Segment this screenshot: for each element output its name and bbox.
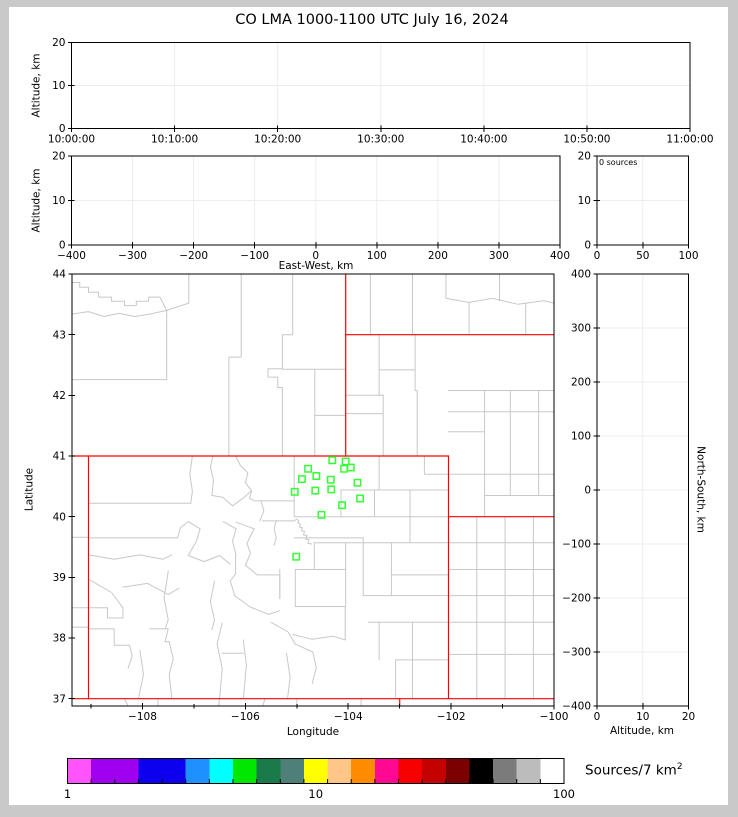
county-border-line [263,699,265,706]
tick-label: 10:20:00 [254,133,302,146]
colorbar-segment [493,759,517,784]
tick-label: 10 [636,711,650,723]
colorbar-segment [91,759,115,784]
tick-label: 300 [570,322,591,335]
county-border-line [188,522,200,556]
colorbar-segment [422,759,446,784]
y-axis-label-altitude-middle: Altitude, km [30,168,43,233]
tick-label: 200 [570,376,591,389]
colorbar-label [585,762,683,779]
tick-label: 100 [678,250,699,262]
y-axis-label-north-south: North-South, km [694,446,707,533]
tick-label: 0 [584,484,591,497]
lma-station-marker [328,476,334,482]
tick-label: 20 [52,150,66,163]
county-border-line [210,456,251,506]
county-border-line [295,644,316,684]
tick-label: 0 [584,239,591,252]
colorbar-segments [68,759,565,784]
county-border-line [415,335,417,456]
county-border-line [188,556,230,565]
x-axis-label-east-west: East-West, km [278,260,354,272]
tick-label: 400 [570,268,591,281]
county-border-line [210,581,214,630]
tick-label: 44 [52,268,66,281]
lma-station-marker [328,486,334,492]
county-border-line [190,456,193,503]
county-border-line [123,583,179,594]
colorbar-tick-label: 100 [553,787,575,801]
tick-label: 10 [52,80,66,93]
x-axis-label-longitude: Longitude [286,726,340,738]
county-border-line [236,522,257,575]
county-border-line [293,634,346,640]
lma-station-marker [341,466,347,472]
map-panel-frame [72,274,554,706]
county-border-line [217,623,222,699]
colorbar-segment [115,759,139,784]
tick-label: −200 [562,592,591,605]
colorbar-label-text: Sources/7 km [585,762,677,779]
county-border-line [72,283,167,311]
colorbar-segment [186,759,210,784]
x-axis-label-altitude-right: Altitude, km [609,725,674,737]
colorbar-segment [399,759,423,784]
tick-label: 10:30:00 [357,133,405,146]
county-border-line [89,522,189,538]
colorbar-segment [257,759,281,784]
tick-label: 0 [58,239,66,252]
tick-label: 37 [52,693,66,706]
county-border-line [89,608,123,618]
county-border-line [274,520,276,545]
tick-label: −300 [562,646,591,659]
colorbar-segment [469,759,493,784]
county-border-line [150,629,170,642]
lma-station-marker [354,480,360,486]
lma-station-marker [339,502,345,508]
tick-label: 100 [570,430,591,443]
colorbar-segment [446,759,470,784]
colorbar-segment [209,759,233,784]
lma-station-marker [329,457,335,463]
tick-label: 0 [312,250,320,262]
county-border-line [257,575,280,599]
figure-title: CO LMA 1000-1100 UTC July 16, 2024 [235,12,509,28]
tick-label: 20 [681,711,696,723]
county-border-line [268,274,293,456]
colorbar-segment [540,759,564,784]
tick-label: 10:10:00 [150,133,199,146]
lma-station-marker [312,487,318,493]
tick-label: 41 [52,450,66,463]
colorbar-segment [375,759,399,784]
tick-label: −400 [57,250,86,262]
tick-label: −100 [240,250,270,262]
county-border-line [243,640,246,699]
tick-label: 38 [52,632,66,645]
tick-label: 0 [593,250,601,262]
county-border-line [424,456,448,474]
tick-label: −400 [562,700,591,713]
colorbar-segment [351,759,375,784]
county-border-line [287,653,291,699]
colorbar-segment [162,759,186,784]
tick-label: −200 [179,250,209,262]
tick-label: 20 [577,150,591,163]
colorbar-segment [304,759,328,784]
colorbar-label-sup: 2 [676,762,683,772]
county-border-line [271,622,295,644]
tick-label: 10:40:00 [460,133,508,146]
lma-station-marker [305,466,311,472]
county-border-line [167,274,189,310]
county-border-line [138,650,143,699]
county-border-line [235,596,280,615]
county-border-line [72,310,167,316]
county-border-line [229,274,241,456]
tick-label: 10 [577,195,591,208]
county-border-line [230,556,235,596]
lma-station-marker [357,495,363,501]
colorbar-segment [328,759,352,784]
tick-label: −106 [230,711,260,723]
map-layers [72,274,554,706]
tick-label: 100 [366,250,387,262]
lma-station-marker [293,554,299,560]
county-border-line [89,555,172,559]
map-county-borders [72,274,554,706]
county-border-line [223,522,236,556]
tick-label: 0 [58,123,66,136]
county-border-line [219,699,220,706]
tick-label: −300 [118,250,147,262]
tick-label: −104 [333,711,363,723]
tick-label: 10:00:00 [47,133,96,146]
lma-station-marker [313,473,319,479]
tick-label: 0 [593,711,601,723]
county-border-line [89,629,133,669]
tick-label: 11:00:00 [666,133,714,146]
y-axis-label-latitude: Latitude [23,467,36,512]
colorbar-segment [233,759,257,784]
tick-label: 40 [52,511,66,524]
tick-label: 200 [427,250,448,262]
tick-label: 43 [52,329,66,342]
tick-label: −102 [436,711,466,723]
tick-label: −100 [539,711,569,723]
map-lma-stations [292,457,364,560]
county-border-line [260,501,264,521]
tick-label: 42 [52,390,66,403]
sources-count-annotation: 0 sources [599,158,638,167]
tick-label: 300 [488,250,509,262]
tick-label: −108 [128,711,157,723]
county-border-line [125,699,129,706]
county-border-line [298,523,312,544]
tick-label: 39 [52,572,66,585]
county-border-line [169,642,173,699]
colorbar-tick-label: 1 [63,787,72,801]
county-border-line [294,519,299,523]
tick-label: 50 [636,250,650,262]
lma-station-marker [299,476,305,482]
county-border-line [294,538,363,543]
county-border-line [164,571,168,629]
colorbar-segment [138,759,162,784]
tick-label: 10:50:00 [563,133,611,146]
county-border-line [89,579,123,618]
tick-label: 10 [52,195,66,208]
map-state-borders [72,274,554,706]
tick-label: 20 [52,37,66,50]
colorbar-segment [280,759,304,784]
tick-label: −100 [562,538,591,551]
y-axis-label-altitude-top: Altitude, km [30,53,43,118]
lma-station-marker [292,489,298,495]
tick-label: 400 [549,250,571,262]
colorbar-segment [517,759,541,784]
colorbar-segment [68,759,92,784]
colorbar-tick-label: 10 [308,787,324,801]
